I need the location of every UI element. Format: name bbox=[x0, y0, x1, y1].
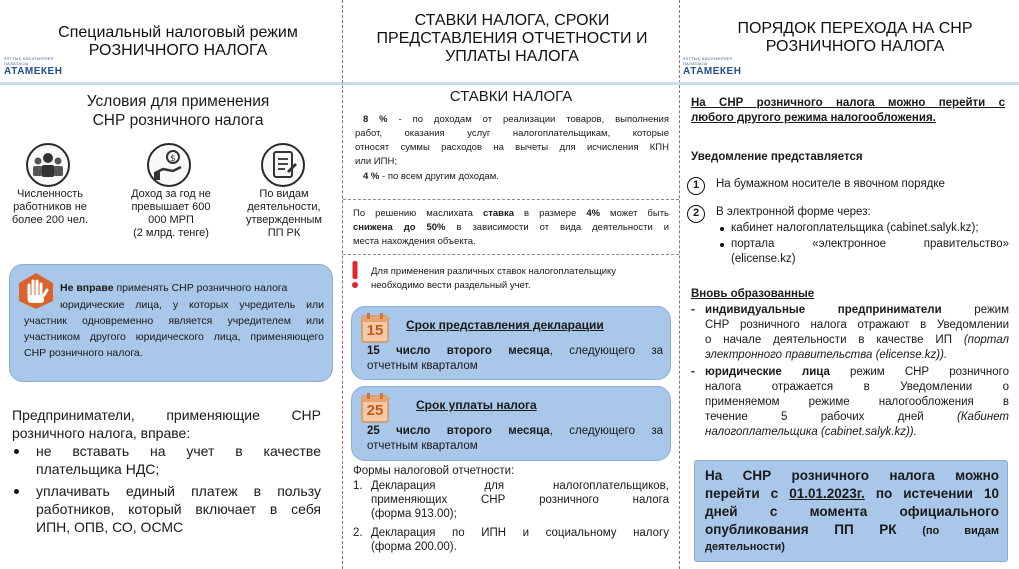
final-l4b: (по видам bbox=[922, 525, 999, 537]
payment-deadline-text bbox=[367, 424, 663, 454]
calendar-icon bbox=[361, 393, 389, 423]
header-divider bbox=[0, 82, 343, 85]
payment-deadline-title: Срок уплаты налога bbox=[416, 398, 537, 412]
warning-text bbox=[371, 265, 669, 293]
rights-intro bbox=[12, 406, 321, 442]
conditions-title bbox=[20, 92, 336, 130]
logo-top-text: ҰЛТТЫҚ КӘСІПКЕРЛЕР ПАЛАТАСЫ bbox=[4, 56, 54, 66]
col3-title-line2: РОЗНИЧНОГО НАЛОГА bbox=[765, 38, 945, 55]
logo-name: АТАМЕКЕН bbox=[683, 66, 742, 77]
rate2 bbox=[355, 170, 669, 184]
new-ip-l3-italic: (портал bbox=[963, 334, 1009, 346]
maslikhat-text bbox=[353, 207, 669, 249]
prohibition-l4: участником другого юридического лица, применяющего bbox=[24, 331, 324, 343]
condition-employees bbox=[2, 188, 98, 227]
prohibition-l1: применять СНР розничного налога bbox=[113, 282, 288, 294]
prohibition-box bbox=[9, 264, 333, 382]
column-transition bbox=[679, 0, 1019, 569]
transition-text bbox=[691, 96, 1005, 126]
condition-employees-l3: более 200 чел. bbox=[11, 214, 89, 226]
exclamation-icon bbox=[350, 261, 360, 289]
col1-title bbox=[20, 24, 336, 60]
new-ip-bold: индивидуальные предприниматели bbox=[705, 304, 942, 316]
declaration-deadline-box bbox=[351, 306, 671, 380]
header-col2 bbox=[343, 0, 679, 82]
warning-l1: Для применения различных ставок налогоплательщику bbox=[371, 266, 617, 277]
right-item-single-payment-l3: ИПН, ОПВ, СО, ОСМС bbox=[36, 519, 184, 535]
right-item-no-vat-l2: плательщика НДС; bbox=[36, 461, 160, 477]
payment-deadline-l2: отчетным кварталом bbox=[367, 440, 478, 452]
dash-bullet: - bbox=[691, 304, 695, 316]
new-ul-l3: применяемом режиме налогообложения в bbox=[705, 396, 1009, 408]
notice-cabinet: кабинет налогоплательщика (cabinet.salyk.kz); bbox=[731, 222, 979, 234]
condition-activities-l4: ПП РК bbox=[267, 227, 301, 239]
section-divider bbox=[343, 254, 679, 255]
maslikhat-part1: По решению маслихата bbox=[353, 208, 483, 219]
maslikhat-bold2: 4% bbox=[586, 208, 601, 219]
new-ip-l4: электронного правительства (elicense.kz)). bbox=[705, 349, 948, 361]
final-l5: деятельности) bbox=[705, 541, 785, 553]
rate2-text: - по всем другим доходам. bbox=[379, 171, 499, 182]
prohibition-text bbox=[24, 297, 324, 361]
condition-income-l1: Доход за год не bbox=[131, 188, 211, 200]
new-ip-l1 bbox=[705, 303, 1009, 318]
logo-name: АТАМЕКЕН bbox=[4, 66, 63, 77]
column-rates bbox=[343, 0, 679, 569]
transition-date-box bbox=[694, 460, 1008, 562]
header-col3 bbox=[679, 0, 1019, 82]
payment-deadline-box bbox=[351, 386, 671, 461]
col3-title bbox=[699, 20, 1011, 56]
new-ul-block bbox=[691, 365, 1009, 440]
logo-top-text: ҰЛТТЫҚ КӘСІПКЕРЛЕР ПАЛАТАСЫ bbox=[683, 56, 733, 66]
right-item-no-vat bbox=[36, 442, 321, 478]
column-conditions bbox=[0, 0, 343, 569]
bullet-dot bbox=[14, 489, 19, 494]
declaration-deadline-bold: 15 число второго месяца bbox=[367, 345, 550, 357]
col2-title bbox=[357, 12, 667, 66]
declaration-deadline-l2: отчетным кварталом bbox=[367, 360, 478, 372]
conditions-title-line1: Условия для применения bbox=[86, 93, 270, 110]
forms-title: Формы налоговой отчетности: bbox=[353, 465, 515, 477]
condition-activities-l3: утвержденным bbox=[245, 214, 322, 226]
new-ul-l4-italic: (Кабинет bbox=[956, 411, 1009, 423]
condition-income bbox=[118, 188, 224, 240]
dash-bullet: - bbox=[691, 366, 695, 378]
form-item-913-l3: (форма 913.00); bbox=[371, 508, 457, 520]
transition-l1: На СНР розничного налога можно перейти с bbox=[691, 97, 1005, 109]
maslikhat-l1 bbox=[353, 207, 669, 221]
form-item-num: 2. bbox=[353, 527, 363, 539]
new-ip-l3 bbox=[705, 333, 1009, 348]
bullet-dot bbox=[720, 243, 724, 247]
form-item-913 bbox=[353, 479, 669, 521]
right-item-single-payment-l1: уплачивать единый платеж в пользу bbox=[36, 483, 321, 499]
condition-activities-l1: По видам bbox=[259, 188, 309, 200]
form-item-200 bbox=[353, 526, 669, 554]
final-date: 01.01.2023г. bbox=[789, 486, 865, 501]
declaration-deadline-rest: , следующего за bbox=[549, 345, 664, 357]
condition-activities bbox=[236, 188, 332, 240]
team-icon bbox=[26, 143, 70, 187]
calendar-day: 25 bbox=[366, 402, 384, 419]
form-item-913-l1: Декларация для налогоплательщиков, bbox=[371, 480, 669, 492]
maslikhat-part4: в зависимости от вида деятельности и bbox=[445, 222, 670, 233]
new-ul-l1 bbox=[705, 365, 1009, 380]
new-ip-block bbox=[691, 303, 1009, 363]
new-ip-l2: СНР розничного налога отражают в Уведомлении bbox=[705, 319, 1009, 331]
notice-number-1: 1 bbox=[687, 177, 705, 195]
document-list-icon bbox=[261, 143, 305, 187]
new-ul-l2: налога отражается в Уведомлении о bbox=[705, 381, 1009, 393]
prohibition-l2: юридические лица, у которых учредитель или bbox=[60, 299, 324, 311]
right-item-single-payment-l2: работников, который включает в себя bbox=[36, 501, 321, 517]
prohibition-text-top bbox=[60, 280, 324, 296]
rate1-l1-text: - по доходам от реализации товаров, выполнения bbox=[387, 114, 669, 125]
new-ip-l1-rest: режим bbox=[941, 304, 1009, 316]
form-item-200-l2: (форма 200.00). bbox=[371, 541, 457, 553]
calendar-icon bbox=[361, 313, 389, 343]
calendar-day: 15 bbox=[366, 322, 384, 339]
rate1-bold: 8 % bbox=[363, 114, 388, 125]
maslikhat-l2 bbox=[353, 221, 669, 235]
header-divider bbox=[679, 82, 1019, 85]
new-ip-l3-text: о начале деятельности в качестве ИП bbox=[705, 334, 964, 346]
col2-title-line2: ПРЕДСТАВЛЕНИЯ ОТЧЕТНОСТИ И bbox=[376, 30, 648, 47]
notice-title: Уведомление представляется bbox=[691, 151, 863, 163]
final-l2a: перейти с bbox=[705, 486, 790, 501]
final-l3: дней с момента официального bbox=[705, 504, 999, 519]
final-l2 bbox=[705, 485, 999, 503]
right-item-single-payment bbox=[36, 482, 321, 536]
rate1-l3: относят суммы расходов на вычеты для исчисления КПН bbox=[355, 142, 669, 153]
new-ul-l4-text: течение 5 рабочих дней bbox=[705, 411, 957, 423]
warning-l2: необходимо вести раздельный учет. bbox=[371, 280, 531, 291]
rate2-bold: 4 % bbox=[363, 171, 380, 182]
right-item-no-vat-l1: не вставать на учет в качестве bbox=[36, 443, 321, 459]
col1-title-line1: Специальный налоговый режим bbox=[58, 24, 298, 41]
notice-electronic: В электронной форме через: bbox=[716, 206, 871, 218]
rights-intro-l2: розничного налога, вправе: bbox=[12, 425, 191, 441]
conditions-title-line2: СНР розничного налога bbox=[92, 112, 264, 129]
rate1-l4: или ИПН; bbox=[355, 156, 397, 167]
payment-deadline-bold: 25 число второго месяца bbox=[367, 425, 550, 437]
header-divider bbox=[343, 82, 679, 85]
col2-title-line1: СТАВКИ НАЛОГА, СРОКИ bbox=[414, 12, 610, 29]
new-ul-l4 bbox=[705, 410, 1009, 425]
notice-egov bbox=[731, 237, 1009, 267]
prohibition-l3: участник одновременно является учредителем или bbox=[24, 315, 324, 327]
form-item-200-l1: Декларация по ИПН и социальному налогу bbox=[371, 527, 669, 539]
final-l2b: по истечении 10 bbox=[864, 486, 999, 501]
rates-title: СТАВКИ НАЛОГА bbox=[449, 88, 573, 105]
new-ul-bold: юридические лица bbox=[705, 366, 830, 378]
rate1-l2: работ, оказания услуг налогоплательщикам, которые bbox=[355, 128, 669, 139]
rates-text bbox=[355, 113, 669, 184]
notice-number-2: 2 bbox=[687, 205, 705, 223]
final-l4 bbox=[705, 521, 999, 540]
condition-employees-l2: работников не bbox=[13, 201, 87, 213]
notice-paper: На бумажном носителе в явочном порядке bbox=[716, 178, 945, 190]
form-item-num: 1. bbox=[353, 480, 363, 492]
bullet-dot bbox=[14, 449, 19, 454]
col3-title-line1: ПОРЯДОК ПЕРЕХОДА НА СНР bbox=[737, 20, 973, 37]
maslikhat-part3: может быть bbox=[600, 208, 670, 219]
declaration-deadline-title: Срок представления декларации bbox=[406, 318, 604, 332]
new-ul-l1-rest: режим СНР розничного bbox=[829, 366, 1010, 378]
col2-title-line3: УПЛАТЫ НАЛОГА bbox=[445, 48, 579, 65]
new-ul-l5: налогоплательщика (cabinet.salyk.kz)). bbox=[705, 426, 917, 438]
payment-deadline-rest: , следующего за bbox=[549, 425, 664, 437]
section-divider bbox=[343, 199, 679, 200]
atameken-logo bbox=[4, 56, 64, 80]
maslikhat-bold3: снижена до 50% bbox=[353, 222, 446, 233]
payment-deadline-l1 bbox=[367, 424, 663, 439]
declaration-deadline-l1 bbox=[367, 344, 663, 359]
condition-employees-l1: Численность bbox=[16, 188, 84, 200]
prohibition-l5: СНР розничного налога. bbox=[24, 347, 143, 359]
rate1-l1 bbox=[355, 113, 669, 127]
notice-egov-l2: (elicense.kz) bbox=[731, 253, 796, 265]
new-entities-title: Вновь образованные bbox=[691, 288, 815, 300]
condition-income-l3: 000 МРП bbox=[148, 214, 194, 226]
col1-title-line2: РОЗНИЧНОГО НАЛОГА bbox=[88, 42, 268, 59]
condition-income-l4: (2 млрд. тенге) bbox=[133, 227, 209, 239]
rights-intro-l1: Предприниматели, применяющие СНР bbox=[12, 407, 321, 423]
money-hand-icon bbox=[147, 143, 191, 187]
prohibition-bold: Не вправе bbox=[60, 282, 114, 294]
bullet-dot bbox=[720, 227, 724, 231]
maslikhat-l3: места нахождения объекта. bbox=[353, 236, 476, 247]
final-l4a: опубликования ПП РК bbox=[705, 522, 923, 537]
svg-text:$: $ bbox=[170, 154, 176, 164]
maslikhat-part2: в размере bbox=[514, 208, 587, 219]
maslikhat-bold1: ставка bbox=[482, 208, 515, 219]
transition-l2: любого другого режима налогообложения. bbox=[691, 112, 936, 124]
notice-egov-l1: портала «электронное правительство» bbox=[731, 238, 1009, 250]
declaration-deadline-text bbox=[367, 344, 663, 374]
form-item-913-l2: применяющих СНР розничного налога bbox=[371, 494, 669, 506]
transition-date-text bbox=[705, 467, 999, 554]
final-l1: На СНР розничного налога можно bbox=[705, 468, 999, 483]
atameken-logo bbox=[683, 56, 743, 80]
header-col1 bbox=[0, 0, 343, 82]
condition-activities-l2: деятельности, bbox=[247, 201, 321, 213]
condition-income-l2: превышает 600 bbox=[131, 201, 211, 213]
